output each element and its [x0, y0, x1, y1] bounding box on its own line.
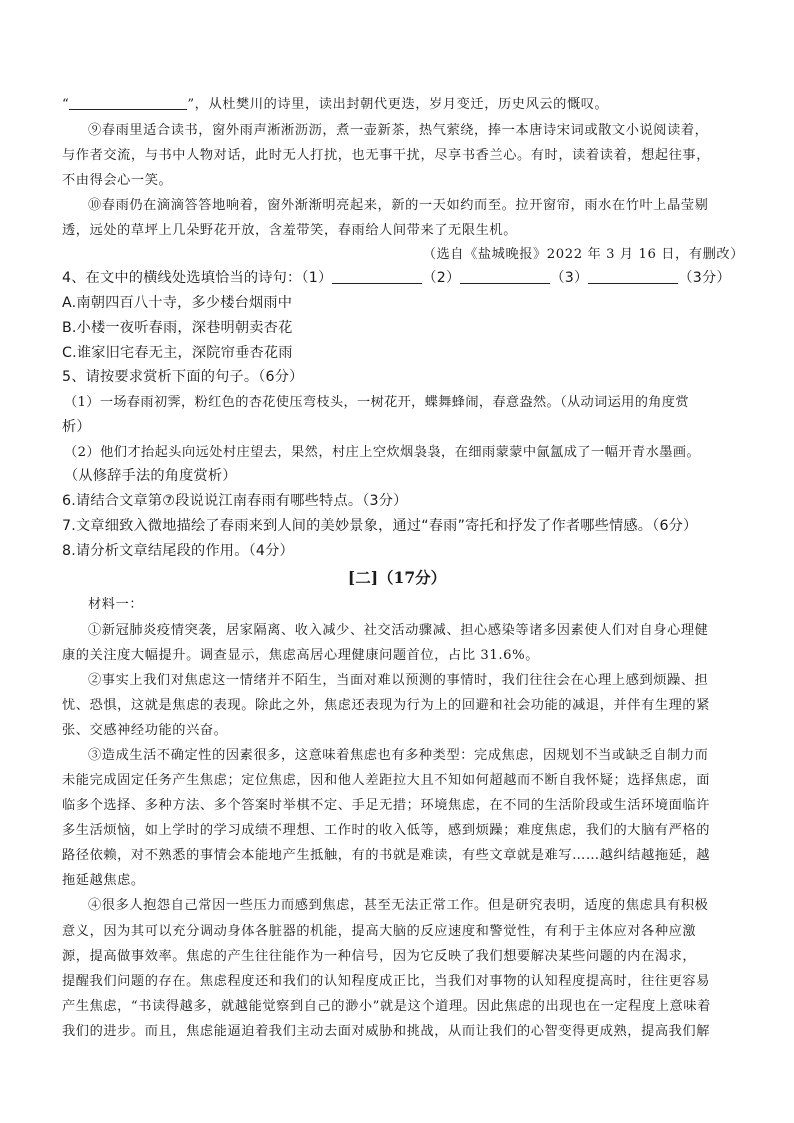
fragment-text: ”，从杜樊川的诗里，读出封朝代更迭，岁月变迁，历史风云的慨叹。 — [187, 97, 609, 112]
s2-p4-line4: 提醒我们问题的存在。焦虑程度还和我们的认知程度成正比，当我们对事物的认知程度提高时，往往更容易 — [62, 974, 711, 989]
s2-p2-line3: 张、交感神经功能的兴奋。 — [62, 723, 228, 738]
q7: 7.文章细致入微地描绘了春雨来到人间的美妙景象，通过“春雨”寄托和抒发了作者哪些情感。（6分） — [62, 518, 698, 534]
section2-title: [二]（17分） — [347, 568, 447, 587]
q4-blank1-label: （1） — [301, 270, 333, 286]
q5-s2-line2: （从修辞手法的角度赏析） — [64, 468, 237, 484]
s2-p3-line5: 路径依赖，对不熟悉的事情会本能地产生抵触，有的书就是难读，有些文章就是难写……越纠结越拖延，越 — [62, 848, 711, 863]
q6: 6.请结合文章第⑦段说说江南春雨有哪些特点。（3分） — [62, 493, 408, 509]
q5-s2-line1: （2）他们才抬起头向远处村庄望去，果然，村庄上空炊烟袅袅，在细雨蒙蒙中氤氲成了一幅开青水墨画。 — [64, 445, 701, 460]
s2-p3-line6: 拖延越焦虑。 — [62, 873, 145, 888]
quote-open: “ — [62, 97, 70, 112]
s2-p4-line6: 我们的进步。而且，焦虑能逼迫着我们主动去面对威胁和挑战，从而让我们的心智变得更成熟，提高我们解 — [62, 1024, 711, 1039]
q4-stem-line — [62, 267, 731, 287]
answer-blank[interactable] — [69, 109, 187, 110]
para10-line2: 透，远处的草坪上几朵野花开放，含羞带笑，春雨给人间带来了无限生机。 — [62, 223, 517, 238]
s2-p4-line1: ④很多人抱怨自己常因一些压力而感到焦虑，甚至无法正常工作。但是研究表明，适度的焦虑具有积极 — [88, 898, 709, 913]
material-label: 材料一： — [88, 597, 144, 612]
q4-score: （3分） — [678, 270, 731, 286]
s2-p3-line3: 临多个选择、多种方法、多个答案时举棋不定、手足无措；环境焦虑，在不同的生活阶段或生活环境面临许 — [62, 798, 711, 813]
para9-line3: 不由得会心一笑。 — [62, 173, 173, 188]
q5-s1-line2: 析） — [62, 419, 91, 435]
s2-p3-line2: 未能完成固定任务产生焦虑；定位焦虑，因和他人差距拉大且不知如何超越而不断自我怀疑；选择焦虑，面 — [62, 773, 711, 788]
s2-p3-line4: 多生活烦恼，如上学时的学习成绩不理想、工作时的收入低等，感到烦躁；难度焦虑，我们的大脑有严格的 — [62, 823, 711, 838]
q4-blank2-label: （2） — [422, 270, 461, 286]
s2-p4-line2: 意义，因为其可以充分调动身体各脏器的机能，提高大脑的反应速度和警觉性，有利于主体应对各种应激 — [62, 924, 697, 939]
q4-option-c: C.谁家旧宅春无主，深院帘垂杏花雨 — [62, 345, 293, 361]
q4-stem: 4、在文中的横线处选填恰当的诗句： — [62, 270, 302, 286]
q4-blank2[interactable] — [460, 283, 550, 284]
q4-blank1[interactable] — [332, 283, 422, 284]
s2-p3-line1: ③造成生活不确定性的因素很多，这意味着焦虑也有多种类型：完成焦虑，因规划不当或缺乏自制力而 — [88, 748, 709, 763]
para9-line1: ⑨春雨里适合读书，窗外雨声淅淅沥沥，煮一壶新茶，热气萦绕，捧一本唐诗宋词或散文小说阅读着， — [88, 123, 709, 138]
s2-p2-line2: 忧、恐惧，这就是焦虑的表现。除此之外，焦虑还表现为行为上的回避和社会功能的减退，并伴有生理的紧 — [62, 698, 711, 713]
fragment-line — [62, 93, 608, 112]
s2-p4-line5: 产生焦虑，“书读得越多，就越能觉察到自己的渺小”就是这个道理。因此焦虑的出现也在一定程度上意味着 — [62, 999, 711, 1014]
q8: 8.请分析文章结尾段的作用。（4分） — [62, 543, 294, 559]
s2-p1-line1: ①新冠肺炎疫情突袭，居家隔离、收入减少、社交活动骤减、担心感染等诸多因素使人们对自身心理健 — [88, 623, 709, 638]
q5-stem: 5、请按要求赏析下面的句子。（6分） — [62, 369, 304, 385]
q4-option-b: B.小楼一夜听春雨，深巷明朝卖杏花 — [62, 320, 293, 336]
q5-s1-line1: （1）一场春雨初霁，粉红色的杏花使压弯枝头，一树花开，蝶舞蜂闹，春意盎然。（从动词运用的角度赏 — [64, 395, 689, 410]
q4-blank3[interactable] — [588, 283, 678, 284]
q4-blank3-label: （3） — [550, 270, 589, 286]
s2-p2-line1: ②事实上我们对焦虑这一情绪并不陌生，当面对难以预测的事情时，我们往往会在心理上感到烦躁、担 — [88, 673, 709, 688]
s2-p4-line3: 源，提高做事效率。焦虑的产生往往能作为一种信号，因为它反映了我们想要解决某些问题的内在渴求， — [62, 949, 697, 964]
para9-line2: 与作者交流，与书中人物对话，此时无人打扰，也无事干扰，尽享书香兰心。有时，读着读着，想起往事， — [62, 148, 711, 163]
q4-option-a: A.南朝四百八十寺，多少楼台烟雨中 — [62, 295, 293, 311]
para10-line1: ⑩春雨仍在滴滴答答地响着，窗外渐渐明亮起来，新的一天如约而至。拉开窗帘，雨水在竹叶上晶莹剔 — [88, 198, 709, 213]
s2-p1-line2: 康的关注度大幅提升。调查显示，焦虑高居心理健康问题首位，占比 31.6%。 — [62, 648, 540, 663]
source-note: （选自《盐城晚报》2022 年 3 月 16 日，有删改） — [422, 247, 744, 262]
